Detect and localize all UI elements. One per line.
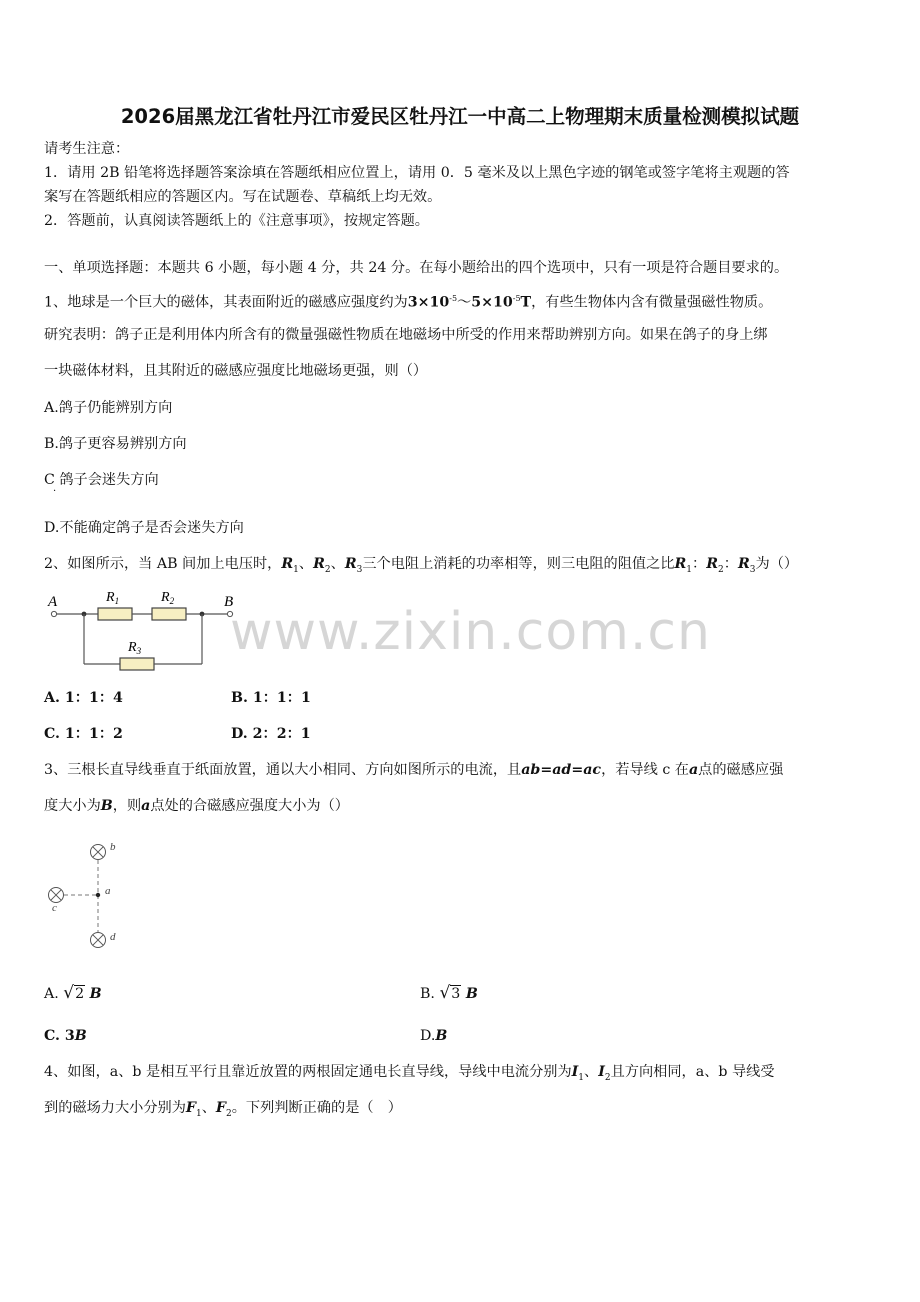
q2-colon-1: ： — [692, 556, 707, 572]
q3-line-1-text-c: 点的磁感应强 — [698, 762, 784, 778]
q2-r1: R — [281, 556, 294, 572]
wire-c-current-into-page-icon — [49, 888, 64, 903]
q1-option-c: C 鸽子会迷失方向 — [44, 472, 159, 488]
q3-line-2-text-a: 度大小为 — [44, 798, 101, 814]
q3-option-d-unit: B — [435, 1028, 448, 1044]
q2-text-b: 三个电阻上消耗的功率相等，则三电阻的阻值之比 — [362, 556, 675, 572]
q3-option-a-prefix: A. — [44, 986, 59, 1002]
q4-current-i2-sub: 2 — [604, 1072, 611, 1083]
r3-label: $R_3$ — [128, 640, 142, 656]
q1-tilde: ～ — [457, 294, 472, 311]
q1-line-1-text-a: 1、地球是一个巨大的磁体，其表面附近的磁感应强度约为 — [44, 294, 408, 311]
section-1-heading: 一、单项选择题：本题共 6 小题，每小题 4 分，共 24 分。在每小题给出的四个选项中，只有一项是符合题目要求的。 — [44, 260, 789, 276]
q3-option-b-radicand: 3 — [451, 986, 461, 1002]
q3-point-a-2: a — [141, 798, 151, 814]
wire-b-current-into-page-icon — [91, 845, 106, 860]
page-title: 2026届黑龙江省牡丹江市爱民区牡丹江一中高二上物理期末质量检测模拟试题 — [120, 105, 800, 128]
q3-equation: ab=ad=ac — [521, 762, 602, 778]
q2-sep-1: 、 — [298, 556, 314, 572]
wire-d-current-into-page-icon — [91, 933, 106, 948]
q2-ratio-r2-sub: 2 — [718, 564, 724, 575]
notice-item-2: 2．答题前，认真阅读答题纸上的《注意事项》，按规定答题。 — [44, 213, 429, 229]
q4-force-f2: F — [215, 1100, 226, 1116]
q3-option-c-text: C. 3 — [44, 1028, 75, 1044]
label-d: d — [110, 931, 116, 943]
q2-stem — [44, 554, 798, 580]
q2-option-a: A. 1：1：4 — [44, 690, 123, 706]
label-a: a — [105, 885, 111, 897]
r2-label: $R_2$ — [161, 590, 175, 606]
point-a — [96, 893, 100, 897]
q3-option-a-radicand: 2 — [75, 986, 85, 1002]
q2-text-a: 2、如图所示，当 AB 间加上电压时， — [44, 556, 282, 572]
q3-wire-diagram — [40, 836, 140, 951]
q2-ratio-r1-sub: 1 — [686, 564, 693, 575]
terminal-a — [51, 611, 56, 616]
sqrt-icon: √ — [439, 983, 451, 1003]
q1-exponent-low: -5 — [449, 294, 458, 303]
sqrt-icon: √ — [63, 983, 75, 1003]
resistor-r1 — [98, 608, 132, 620]
q3-line-2-text-c: 点处的合磁感应强度大小为（） — [150, 798, 349, 814]
q3-option-b — [420, 983, 478, 1004]
q3-line-1-text-b: ，若导线 c 在 — [601, 762, 689, 778]
label-c: c — [52, 902, 57, 914]
q2-r2-sub: 2 — [324, 564, 331, 575]
q1-value-high: 5×10 — [471, 294, 513, 311]
q4-force-f2-sub: 2 — [225, 1108, 232, 1119]
q4-line-1-text-a: 4、如图，a、b 是相互平行且靠近放置的两根固定通电长直导线，导线中电流分别为 — [44, 1064, 572, 1080]
q1-option-a: A.鸽子仍能辨别方向 — [44, 400, 173, 416]
q3-option-d — [420, 1026, 447, 1046]
q4-line-1-text-b: 且方向相同，a、b 导线受 — [610, 1064, 775, 1080]
q3-option-a-unit: B — [89, 986, 102, 1002]
q1-value-low: 3×10 — [407, 294, 450, 311]
q2-colon-2: ： — [723, 556, 738, 572]
resistor-r3 — [120, 658, 154, 670]
q3-option-b-unit: B — [465, 986, 478, 1002]
q2-r3-sub: 3 — [356, 564, 363, 575]
notice-heading: 请考生注意： — [44, 141, 130, 157]
watermark: www.zixin.com.cn — [230, 602, 711, 662]
q3-line-2-text-b: ，则 — [112, 798, 142, 814]
q1-line-2: 研究表明：鸽子正是利用体内所含有的微量强磁性物质在地磁场中所受的作用来帮助辨别方向。如果在鸽子的身上绑 — [44, 327, 768, 343]
circuit-label-a: A — [48, 594, 58, 610]
q1-option-d: D.不能确定鸽子是否会迷失方向 — [44, 520, 244, 536]
q4-line-2-text-a: 到的磁场力大小分别为 — [44, 1100, 186, 1116]
q4-force-f1: F — [185, 1100, 196, 1116]
q2-ratio-r1: R — [674, 556, 687, 572]
circuit-label-b: B — [224, 594, 234, 610]
q1-exponent-high: -5 — [512, 294, 521, 303]
q4-sep-2: 、 — [201, 1100, 216, 1116]
q4-force-f1-sub: 1 — [195, 1108, 202, 1119]
q4-line-2-text-b: 。下列判断正确的是（ ） — [231, 1100, 402, 1116]
q2-sep-2: 、 — [330, 556, 345, 572]
q2-ratio-r2: R — [706, 556, 719, 572]
q4-current-i2: I — [598, 1064, 605, 1080]
q3-option-d-text: D. — [420, 1028, 436, 1044]
q2-ratio-r3-sub: 3 — [749, 564, 756, 575]
q2-option-b: B. 1：1：1 — [231, 690, 311, 706]
q1-line-1-text-b: ，有些生物体内含有微量强磁性物质。 — [531, 294, 773, 311]
q3-option-c — [44, 1026, 87, 1046]
resistor-r2 — [152, 608, 186, 620]
q4-line-2 — [44, 1098, 402, 1124]
q3-field-b: B — [100, 798, 113, 814]
q1-unit: T — [520, 294, 532, 311]
q2-option-d: D. 2：2：1 — [231, 726, 311, 742]
q2-r1-sub: 1 — [293, 564, 299, 575]
q3-option-b-prefix: B. — [420, 986, 435, 1002]
q4-current-i1-sub: 1 — [578, 1072, 585, 1083]
q2-text-c: 为（） — [755, 556, 799, 572]
q2-r2: R — [313, 556, 325, 572]
q3-point-a: a — [688, 762, 699, 778]
notice-item-1-line-2: 案写在答题纸相应的答题区内。写在试题卷、草稿纸上均无效。 — [44, 189, 442, 205]
q3-line-1-text-a: 3、三根长直导线垂直于纸面放置，通以大小相同、方向如图所示的电流，且 — [44, 762, 522, 778]
r1-label: $R_1$ — [106, 590, 120, 606]
notice-item-1-line-1: 1．请用 2B 铅笔将选择题答案涂填在答题纸相应位置上，请用 0．5 毫米及以上黑色字迹的钢笔或签字笔将主观题的答 — [44, 165, 790, 181]
q3-line-2 — [44, 796, 349, 816]
q3-option-c-unit: B — [74, 1028, 87, 1044]
q1-option-c-dot: · — [53, 486, 57, 497]
q4-sep-1: 、 — [584, 1064, 599, 1080]
q2-ratio-r3: R — [737, 556, 750, 572]
q1-line-3: 一块磁体材料，且其附近的磁感应强度比地磁场更强，则（） — [44, 363, 428, 379]
q1-option-b: B.鸽子更容易辨别方向 — [44, 436, 187, 452]
q4-line-1 — [44, 1062, 775, 1088]
label-b: b — [110, 841, 116, 853]
q3-line-1 — [44, 760, 783, 780]
q1-line-1 — [44, 289, 772, 313]
q2-option-c: C. 1：1：2 — [44, 726, 123, 742]
q2-r3: R — [344, 556, 357, 572]
q2-circuit-diagram — [40, 584, 250, 676]
q3-option-a — [44, 983, 102, 1004]
q4-current-i1: I — [571, 1064, 579, 1080]
